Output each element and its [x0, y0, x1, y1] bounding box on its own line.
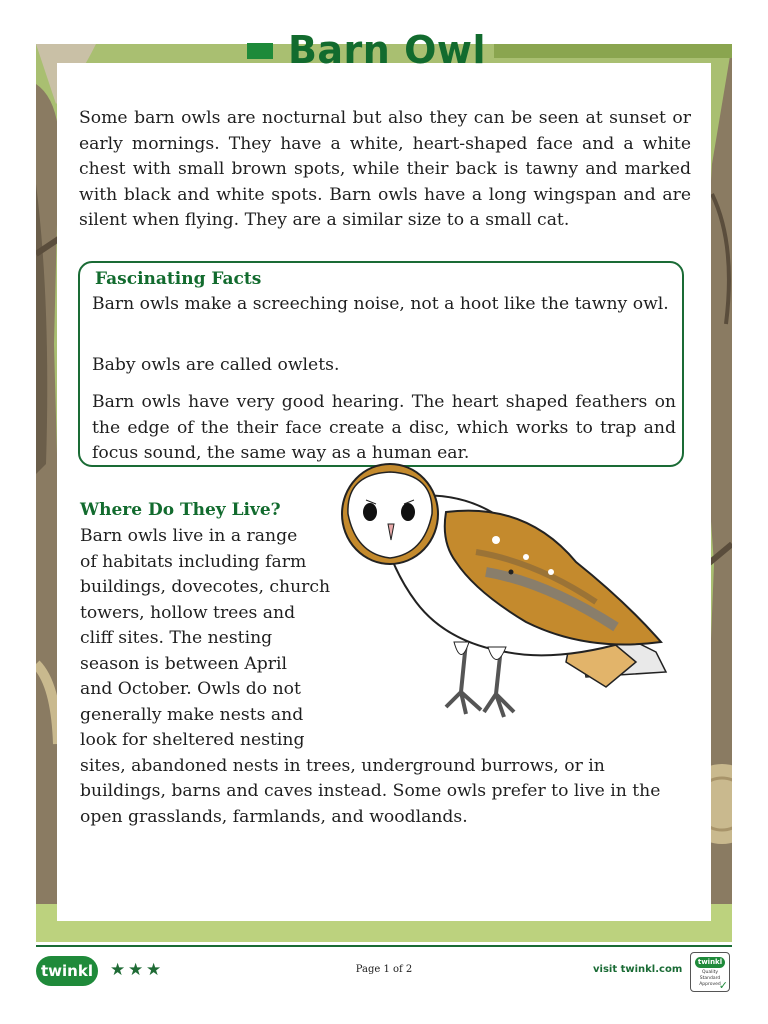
- habitat-text-line: look for sheltered nesting: [80, 730, 305, 750]
- fact-item: Barn owls make a screeching noise, not a hoot like the tawny owl.: [92, 294, 669, 314]
- habitat-text-line: Barn owls live in a range: [80, 526, 298, 546]
- page-number: Page 1 of 2: [355, 964, 413, 975]
- quality-badge: [690, 952, 730, 992]
- title-bar: [247, 28, 729, 72]
- star-icon: ★: [146, 960, 162, 980]
- facts-heading: Fascinating Facts: [95, 269, 262, 289]
- footer-rule: [36, 945, 732, 947]
- habitat-text-line: and October. Owls do not: [80, 679, 301, 699]
- habitat-text-line: generally make nests and: [80, 704, 304, 725]
- owl-illustration: [336, 462, 676, 742]
- habitat-text-line: buildings, dovecotes, church: [80, 577, 331, 597]
- habitat-text-line: season is between April: [80, 653, 288, 674]
- habitat-text-line: cliff sites. The nesting: [80, 628, 273, 648]
- habitat-heading: Where Do They Live?: [80, 500, 281, 520]
- habitat-text-line: of habitats including farm: [80, 551, 307, 572]
- fact-item: Baby owls are called owlets.: [92, 355, 340, 375]
- habitat-text-line: buildings, barns and caves instead. Some owls prefer to live in the: [80, 781, 661, 801]
- checkmark-icon: ✓: [718, 979, 728, 992]
- badge-logo: twinkl: [695, 957, 725, 968]
- title-accent-left: [247, 43, 273, 59]
- badge-text: Quality Standard Approved: [699, 970, 721, 987]
- star-icon: ★: [128, 960, 144, 980]
- page-title: Barn Owl: [287, 28, 487, 72]
- habitat-text-line: sites, abandoned nests in trees, underground burrows, or in: [80, 755, 605, 776]
- habitat-text-line: open grasslands, farmlands, and woodlands.: [80, 806, 468, 827]
- intro-paragraph: Some barn owls are nocturnal but also they can be seen at sunset or early mornings. They have a white, heart-shaped face and a white chest with small brown spots, while their back is tawny and marked with black and white spots. Barn owls have a long wingspan and are silent when flying. They are a similar size to a small cat.: [79, 108, 691, 230]
- star-icon: ★: [110, 960, 126, 980]
- habitat-text-line: towers, hollow trees and: [80, 602, 296, 623]
- twinkl-logo[interactable]: twinkl: [36, 956, 98, 986]
- title-accent-right: [494, 44, 732, 58]
- fact-item: Barn owls have very good hearing. The heart shaped feathers on the edge of the their face create a disc, which works to trap and focus sound, the same way as a human ear.: [92, 392, 676, 463]
- visit-link[interactable]: visit twinkl.com: [593, 964, 683, 975]
